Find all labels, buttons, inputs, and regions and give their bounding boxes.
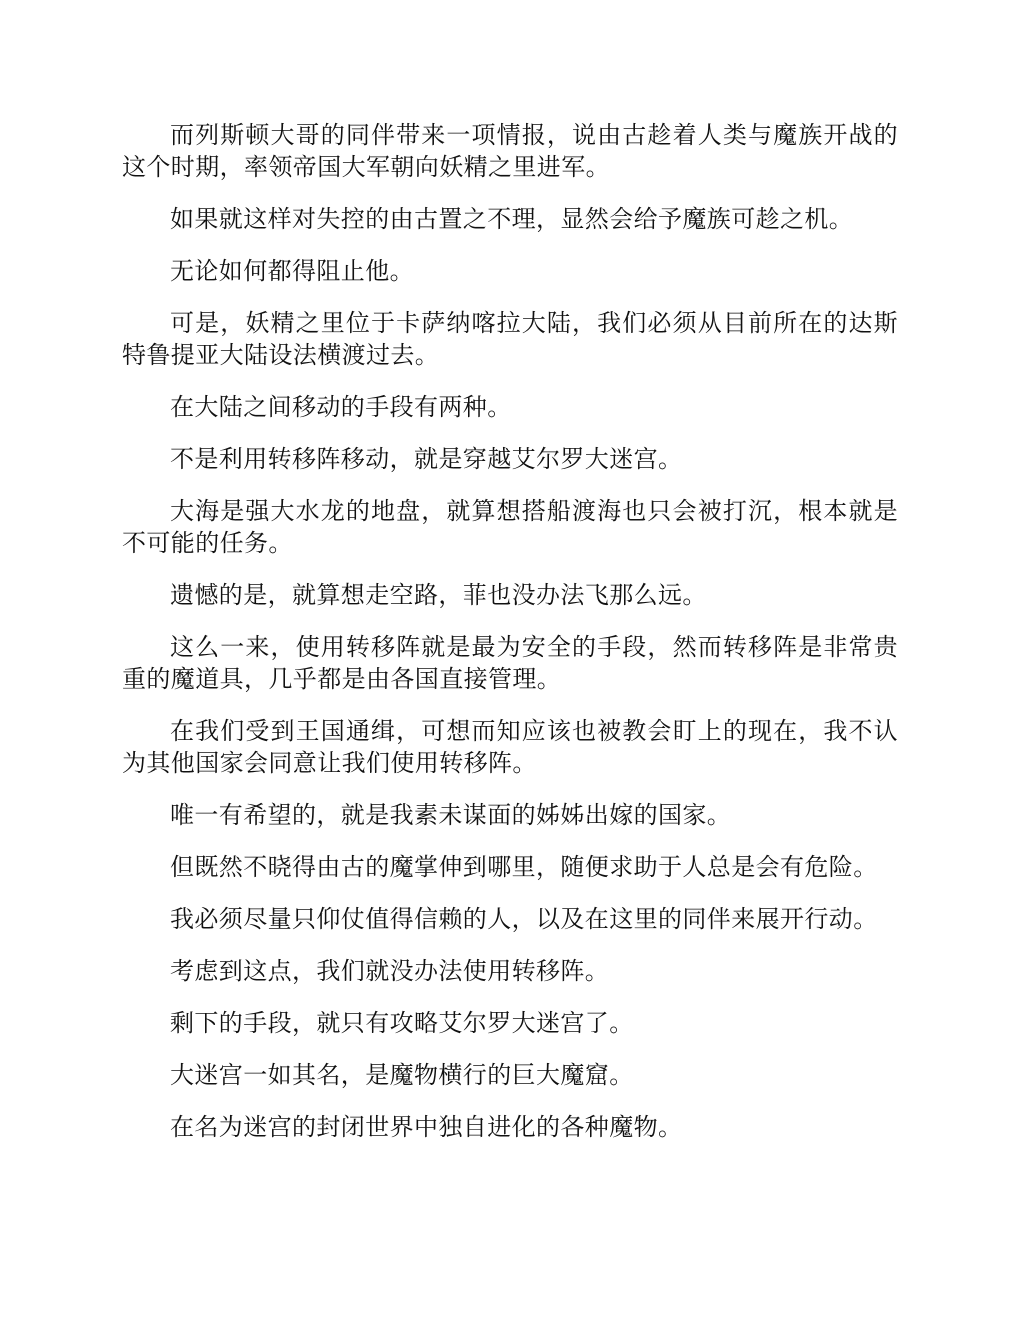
paragraph: 在大陆之间移动的手段有两种。 bbox=[170, 393, 512, 421]
paragraph: 我必须尽量只仰仗值得信赖的人，以及在这里的同伴来展开行动。 bbox=[170, 905, 878, 933]
paragraph: 如果就这样对失控的由古置之不理，显然会给予魔族可趁之机。 bbox=[170, 205, 854, 233]
paragraph: 大迷宫一如其名，是魔物横行的巨大魔窟。 bbox=[170, 1061, 634, 1089]
paragraph: 唯一有希望的，就是我素未谋面的姊姊出嫁的国家。 bbox=[170, 801, 732, 829]
paragraph: 在名为迷宫的封闭世界中独自进化的各种魔物。 bbox=[170, 1113, 683, 1141]
paragraph: 在我们受到王国通缉，可想而知应该也被教会盯上的现在，我不认为其他国家会同意让我们使用转移阵。 bbox=[122, 717, 898, 777]
paragraph: 这么一来，使用转移阵就是最为安全的手段，然而转移阵是非常贵重的魔道具，几乎都是由各国直接管理。 bbox=[122, 633, 898, 693]
paragraph: 而列斯顿大哥的同伴带来一项情报，说由古趁着人类与魔族开战的这个时期，率领帝国大军朝向妖精之里进军。 bbox=[122, 121, 898, 181]
paragraph: 考虑到这点，我们就没办法使用转移阵。 bbox=[170, 957, 610, 985]
paragraph: 不是利用转移阵移动，就是穿越艾尔罗大迷宫。 bbox=[170, 445, 683, 473]
paragraph: 可是，妖精之里位于卡萨纳喀拉大陆，我们必须从目前所在的达斯特鲁提亚大陆设法横渡过去。 bbox=[122, 309, 898, 369]
document-body bbox=[122, 119, 898, 1163]
paragraph: 剩下的手段，就只有攻略艾尔罗大迷宫了。 bbox=[170, 1009, 634, 1037]
paragraph: 大海是强大水龙的地盘，就算想搭船渡海也只会被打沉，根本就是不可能的任务。 bbox=[122, 497, 898, 557]
paragraph: 但既然不晓得由古的魔掌伸到哪里，随便求助于人总是会有危险。 bbox=[170, 853, 878, 881]
paragraph: 遗憾的是，就算想走空路，菲也没办法飞那么远。 bbox=[170, 581, 707, 609]
paragraph: 无论如何都得阻止他。 bbox=[170, 257, 414, 285]
